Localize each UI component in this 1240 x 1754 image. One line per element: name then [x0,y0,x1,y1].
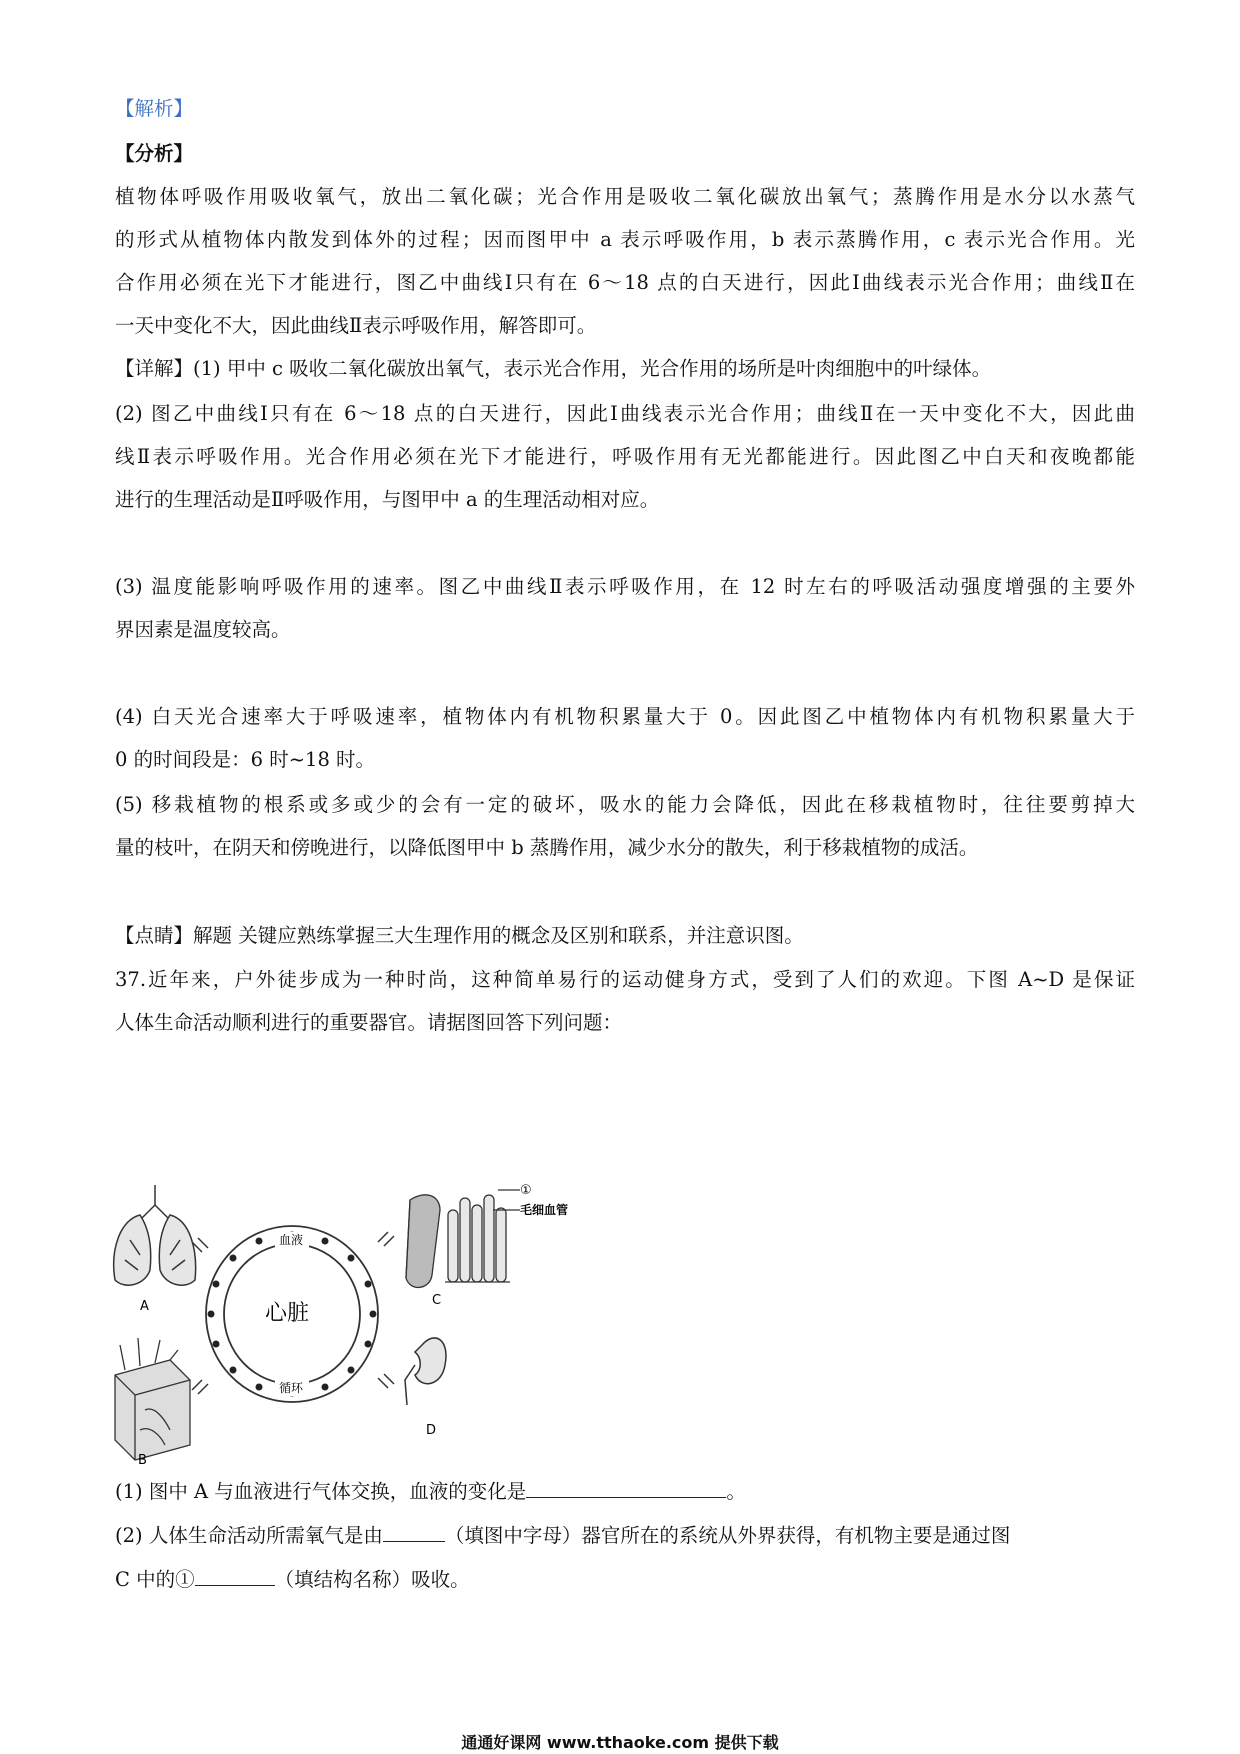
label-c: C [432,1293,442,1308]
sub-question-2-line1 [115,1521,1135,1550]
detail-p4-line: 0 的时间段是：6 时~18 时。 [115,748,376,771]
marker-1: ① [520,1183,532,1198]
intestine-icon [406,1190,520,1287]
analysis-line: 植物体呼吸作用吸收氧气，放出二氧化碳；光合作用是吸收二氧化碳放出氧气；蒸腾作用是水分以水蒸气 [115,185,1135,208]
question-line: 人体生命活动顺利进行的重要器官。请据图回答下列问题： [115,1011,623,1034]
jiexi-heading: 【解析】 [115,97,194,120]
dianjing-note: 【点睛】解题 关键应熟练掌握三大生理作用的概念及区别和联系，并注意识图。 [115,924,804,947]
label-b: B [138,1453,147,1465]
capillary-label: 毛细血管 [520,1203,569,1217]
detail-p5-line: 量的枝叶，在阴天和傍晚进行，以降低图甲中 b 蒸腾作用，减少水分的散失，利于移栽植物的成活。 [115,836,979,859]
detail-p3-line: (3) 温度能影响呼吸作用的速率。图乙中曲线Ⅱ表示呼吸作用，在 12 时左右的呼吸活动强度增强的主要外 [115,575,1135,598]
blood-label: 血液 [279,1233,304,1247]
question-line: 37.近年来，户外徒步成为一种时尚，这种简单易行的运动健身方式，受到了人们的欢迎。下图 A~D 是保证 [115,968,1135,991]
organ-figure [110,1180,670,1465]
detail-p4-line: (4) 白天光合速率大于呼吸速率，植物体内有机物积累量大于 0。因此图乙中植物体内有机物积累量大于 [115,705,1135,728]
detail-p2-line: 进行的生理活动是Ⅱ呼吸作用，与图甲中 a 的生理活动相对应。 [115,488,660,511]
analysis-line: 合作用必须在光下才能进行，图乙中曲线Ⅰ只有在 6～18 点的白天进行，因此Ⅰ曲线表示光合作用；曲线Ⅱ在 [115,271,1135,294]
sub-question-1-suffix: 。 [726,1480,746,1503]
detail-p5-line: (5) 移栽植物的根系或多或少的会有一定的破坏，吸水的能力会降低，因此在移栽植物时，往往要剪掉大 [115,793,1135,816]
sub-question-2-line2-suffix: （填结构名称）吸收。 [274,1568,470,1591]
label-a: A [140,1299,149,1314]
label-d: D [426,1423,437,1438]
sub-question-2-line2-text: C 中的① [115,1568,195,1591]
lungs-icon [114,1185,196,1285]
sub-question-2-text: (2) 人体生命活动所需氧气是由 [115,1524,383,1547]
footer-text: 通通好课网 www.tthaoke.com 提供下载 [461,1733,779,1752]
detail-p3-line: 界因素是温度较高。 [115,618,291,641]
detail-p2-line: 线Ⅱ表示呼吸作用。光合作用必须在光下才能进行，呼吸作用有无光都能进行。因此图乙中白天和夜晚都能 [115,445,1135,468]
analysis-line: 一天中变化不大，因此曲线Ⅱ表示呼吸作用，解答即可。 [115,314,597,337]
sub-question-1 [115,1477,1135,1506]
skin-icon [115,1338,190,1460]
detail-p2-line: (2) 图乙中曲线Ⅰ只有在 6～18 点的白天进行，因此Ⅰ曲线表示光合作用；曲线Ⅱ在一天中变化不大，因此曲 [115,402,1135,425]
answer-blank-2[interactable] [383,1521,445,1542]
answer-blank-1[interactable] [526,1477,726,1498]
analysis-line: 的形式从植物体内散发到体外的过程；因而图甲中 a 表示呼吸作用，b 表示蒸腾作用，c 表示光合作用。光 [115,228,1135,251]
detail-p1: 【详解】(1) 甲中 c 吸收二氧化碳放出氧气，表示光合作用，光合作用的场所是叶肉细胞中的叶绿体。 [115,357,992,380]
sub-question-2-line2 [115,1565,1135,1594]
heart-label: 心脏 [265,1301,310,1326]
fenxi-heading: 【分析】 [115,142,194,165]
circulation-label: 循环 [279,1381,304,1395]
answer-blank-3[interactable] [195,1565,275,1586]
sub-question-1-text: (1) 图中 A 与血液进行气体交换，血液的变化是 [115,1480,527,1503]
sub-question-2-text-cont: （填图中字母）器官所在的系统从外界获得，有机物主要是通过图 [444,1524,1011,1547]
kidney-icon [405,1338,446,1405]
